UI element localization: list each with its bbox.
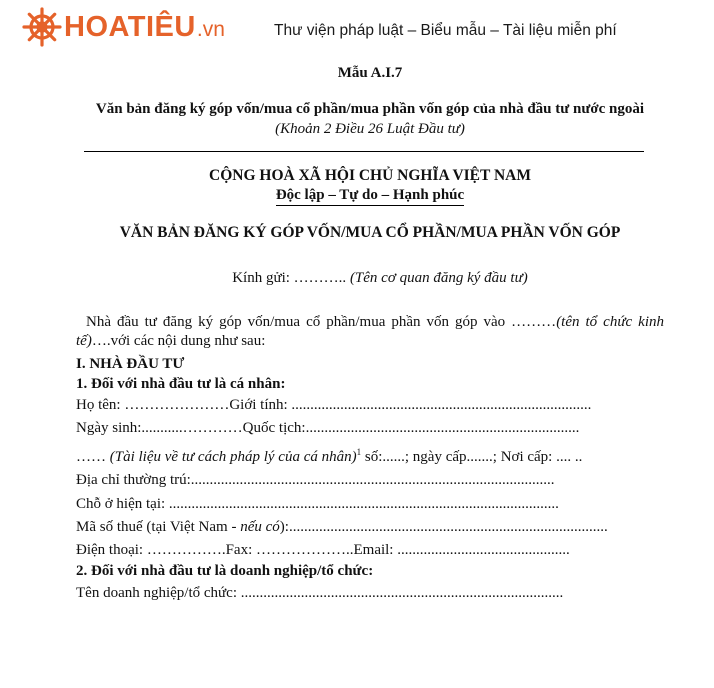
header-divider (84, 151, 644, 152)
legal-doc-suffix: số:......; ngày cấp.......; Nơi cấp: .... .. (361, 448, 583, 465)
recipient-line (76, 270, 664, 287)
subsection-individual: 1. Đối với nhà đầu tư là cá nhân: (76, 376, 286, 392)
field-company-name: Tên doanh nghiệp/tổ chức: ...................................................................................... (76, 584, 564, 601)
field-legal-document (76, 441, 664, 469)
legal-doc-prefix: …… (76, 448, 110, 465)
document-body (76, 60, 664, 605)
recipient-label: Kính gửi: ……….. (232, 270, 347, 286)
field-permanent-address: Địa chỉ thường trú:................................................................................................. (76, 472, 555, 489)
field-current-residence: Chỗ ở hiện tại: ........................................................................................................ (76, 495, 559, 512)
form-legal-reference: (Khoản 2 Điều 26 Luật Đầu tư) (275, 121, 465, 137)
intro-text: Nhà đầu tư đăng ký góp vốn/mua cổ phần/mua phần vốn góp vào ……… (86, 314, 557, 330)
national-motto: Độc lập – Tự do – Hạnh phúc (276, 187, 464, 206)
field-name-gender: Họ tên: …………………Giới tính: ................................................................................ (76, 397, 592, 413)
ship-wheel-icon (22, 7, 62, 47)
site-logo[interactable] (22, 7, 225, 47)
logo-tld: .vn (196, 18, 225, 41)
intro-hint: (tên tổ chức kinh tế) (76, 314, 664, 349)
subsection-organization: 2. Đối với nhà đầu tư là doanh nghiệp/tổ chức: (76, 562, 374, 579)
tax-prefix: Mã số thuế (tại Việt Nam - (76, 519, 241, 536)
tax-hint: nếu có (240, 519, 280, 536)
site-tagline: Thư viện pháp luật – Biểu mẫu – Tài liệu miễn phí (274, 22, 617, 39)
field-dob-nationality: Ngày sinh:...........…………Quốc tịch:......................................................................... (76, 420, 580, 437)
field-contact: Điện thoại: …………….Fax: ………………..Email: .............................................. (76, 542, 570, 559)
field-tax-code (76, 516, 664, 539)
footnote-marker: 1 (356, 446, 362, 457)
intro-tail: ….với các nội dung như sau: (91, 333, 266, 349)
document-title: VĂN BẢN ĐĂNG KÝ GÓP VỐN/MUA CỔ PHẦN/MUA PHẦN VỐN GÓP (119, 224, 621, 241)
form-code: Mẫu A.I.7 (337, 65, 403, 81)
legal-doc-hint: (Tài liệu về tư cách pháp lý của cá nhân) (109, 448, 357, 465)
national-title: CỘNG HOÀ XÃ HỘI CHỦ NGHĨA VIỆT NAM (209, 167, 531, 184)
recipient-hint: (Tên cơ quan đăng ký đầu tư) (349, 270, 528, 286)
intro-paragraph (76, 313, 664, 351)
logo-name: HOATIÊU (64, 10, 196, 43)
site-header (0, 0, 714, 62)
tax-suffix: ):..................................................................................... (279, 519, 608, 536)
section-heading-investor: I. NHÀ ĐẦU TƯ (76, 356, 185, 372)
form-title: Văn bản đăng ký góp vốn/mua cổ phần/mua phần vốn góp của nhà đầu tư nước ngoài (95, 101, 645, 117)
